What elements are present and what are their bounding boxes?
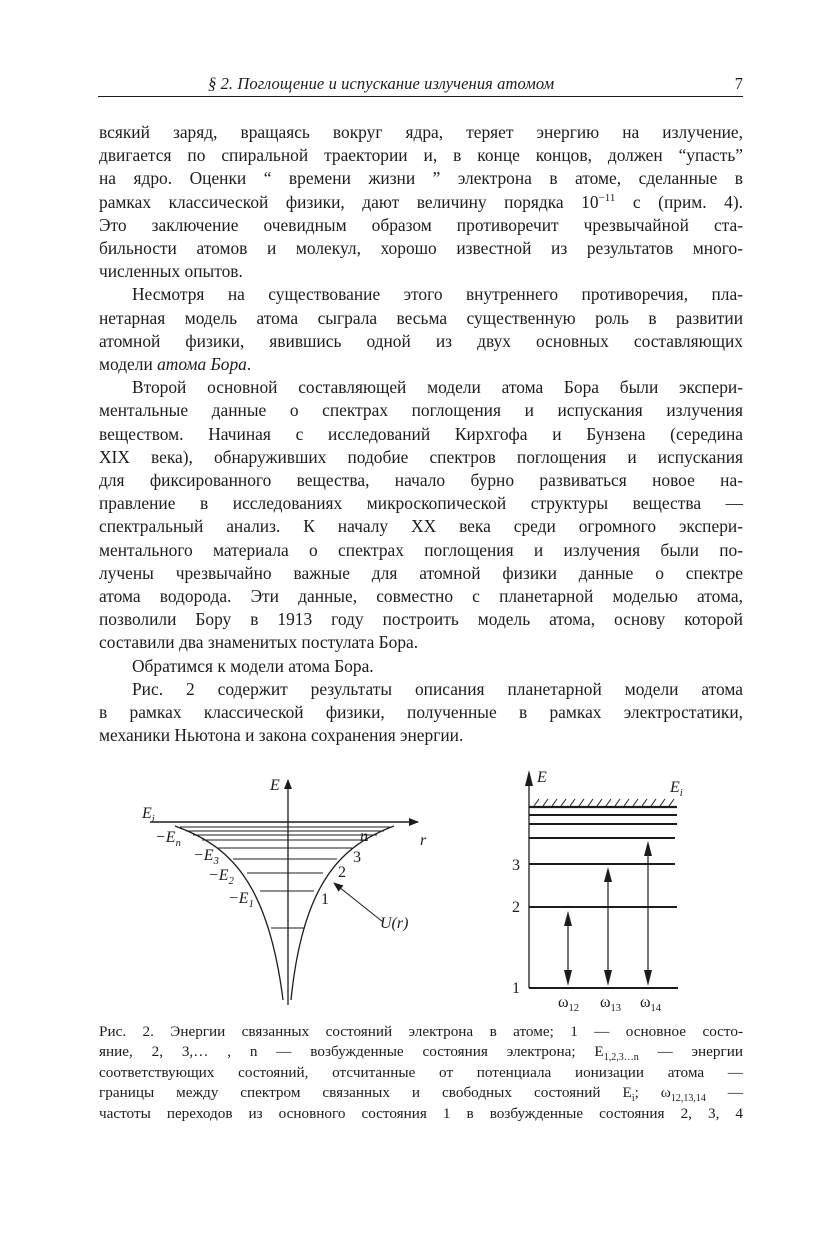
text-line: позволили Бору в 1913 году построить модель атома, основу которой: [99, 609, 743, 630]
page-header: [98, 74, 743, 98]
text-line: Рис. 2 содержит результаты описания планетарной модели атома: [132, 678, 743, 699]
text-line: Обратимся к модели атома Бора.: [132, 655, 374, 676]
text-line: на ядро. Оценки “ времени жизни ” электрона в атоме, сделанные в: [99, 168, 743, 189]
level-label-n: $-E_n$: [155, 829, 181, 849]
running-head: § 2. Поглощение и испускание излучения атомом: [208, 74, 555, 93]
transition-label-13: $\omega_{13}$: [600, 994, 622, 1014]
text-line: ментальные данные о спектрах поглощения и испускания излучения: [99, 400, 743, 421]
caption-line: [99, 1042, 743, 1062]
text-fragment: рамках классической физики, дают величину порядка 10: [99, 191, 599, 212]
curve-level-2: 2: [338, 864, 346, 881]
hatch-mark: [570, 799, 575, 806]
hatch-mark: [552, 799, 557, 806]
text-line: веществом. Начиная с исследований Кирхгофа и Бунзена (середина: [99, 423, 743, 444]
level-number-3: 3: [512, 857, 520, 874]
hatch-mark: [669, 799, 674, 806]
potential-label: U(r): [380, 915, 409, 932]
text-line: лучены чрезвычайно важные для атомной физики данные о спектре: [99, 562, 743, 583]
text-line: нетарная модель атома сыграла весьма существенную роль в развитии: [99, 307, 743, 328]
figure-caption: [99, 1022, 743, 1124]
level-label-3: $-E_3$: [193, 847, 219, 867]
hatch-mark: [561, 799, 566, 806]
level-label-2: $-E_2$: [208, 867, 234, 887]
text-line: Это заключение очевидным образом противоречит чрезвычайной ста-: [99, 214, 743, 235]
text-line: всякий заряд, вращаясь вокруг ядра, теряет энергию на излучение,: [99, 122, 743, 142]
text-line: [99, 191, 743, 214]
hatch-mark: [633, 799, 638, 806]
energy-axis-label-right: E: [537, 769, 547, 786]
text-line: спектральный анализ. К началу XX века среди огромного экспери-: [99, 516, 743, 537]
text-line: атома водорода. Эти данные, совместно с планетарной моделью атома,: [99, 586, 743, 607]
energy-axis-arrow: [525, 770, 533, 786]
header-rule: [98, 96, 743, 97]
exponent: −11: [598, 191, 616, 204]
caption-line: частоты переходов из основного состояния 1 в возбужденные состояния 2, 3, 4: [99, 1104, 743, 1122]
ionization-label-right: $E_i$: [670, 779, 683, 799]
level-number-1: 1: [512, 980, 520, 997]
text-line: ментального материала о спектрах поглощения и излучения были по-: [99, 539, 743, 560]
text-line: Несмотря на существование этого внутреннего противоречия, пла-: [132, 284, 743, 305]
paragraph-5: [99, 678, 743, 748]
hatch-mark: [534, 799, 539, 806]
transition-label-12: $\omega_{12}$: [558, 994, 580, 1014]
text-fragment: с (прим. 4).: [615, 191, 743, 212]
curve-level-3: 3: [353, 849, 361, 866]
curve-level-n: n: [360, 828, 368, 845]
curve-level-1: 1: [321, 891, 329, 908]
transition-arrow-14: [644, 841, 652, 986]
text-line: механики Ньютона и закона сохранения энергии.: [99, 725, 464, 746]
caption-line: соответствующих состояний, отсчитанные от потенциала ионизации атома —: [99, 1063, 743, 1081]
hatch-mark: [660, 799, 665, 806]
hatch-mark: [606, 799, 611, 806]
text-line: XIX века), обнаруживших подобие спектров поглощения и испускания: [99, 446, 743, 467]
paragraph-4: [99, 655, 743, 678]
text-line: Второй основной составляющей модели атома Бора были экспери-: [132, 377, 743, 398]
caption-fragment: яние, 2, 3,… , n — возбужденные состояния электрона; E: [99, 1043, 604, 1061]
text-line: атомной физики, явившись одной из двух основных составляющих: [99, 330, 743, 351]
paragraph-2: [99, 283, 743, 376]
paragraph-3: [99, 376, 743, 654]
r-axis-label: r: [420, 832, 427, 849]
hatch-mark: [597, 799, 602, 806]
figure-2: [98, 760, 743, 1015]
text-line: составили два знаменитых постулата Бора.: [99, 632, 419, 653]
hatch-mark: [624, 799, 629, 806]
caption-line: [99, 1083, 743, 1103]
text-line: в рамках классической физики, полученные в рамках электростатики,: [99, 702, 743, 723]
hatch-mark: [543, 799, 548, 806]
text-line: правление в исследованиях микроскопической структуры вещества —: [99, 493, 743, 514]
text-fragment: модели: [99, 354, 158, 375]
subscript: 12,13,14: [670, 1093, 706, 1105]
transition-label-14: $\omega_{14}$: [640, 994, 662, 1014]
caption-fragment: — энергии: [638, 1043, 743, 1061]
hatch-mark: [651, 799, 656, 806]
paragraph-1: [99, 121, 743, 283]
energy-level-scheme: [98, 760, 743, 1015]
text-line: численных опытов.: [99, 261, 243, 282]
page-number: 7: [734, 74, 743, 93]
continuum-hatching: [534, 799, 674, 806]
text-fragment: .: [246, 354, 252, 375]
hatch-mark: [579, 799, 584, 806]
text-line: для фиксированного вещества, начало бурно развиваться новое на-: [99, 470, 743, 491]
text-line: [99, 353, 743, 376]
hatch-mark: [642, 799, 647, 806]
level-label-1: $-E_1$: [228, 890, 254, 910]
level-number-2: 2: [512, 899, 520, 916]
body-text: [99, 121, 743, 747]
ionization-label: $E_i$: [142, 805, 155, 825]
caption-fragment: ; ω: [634, 1084, 671, 1102]
subscript: i: [631, 1093, 635, 1105]
text-line: бильности атомов и молекул, хорошо известной из результатов много-: [99, 238, 743, 259]
caption-fragment: —: [705, 1084, 743, 1102]
transition-arrow-12: [564, 911, 572, 986]
hatch-mark: [615, 799, 620, 806]
transition-arrow-13: [604, 867, 612, 986]
energy-axis-label: E: [270, 777, 280, 794]
text-line: двигается по спиральной траектории и, в конце концов, должен “упасть”: [99, 145, 743, 166]
caption-fragment: границы между спектром связанных и свободных состояний E: [99, 1084, 632, 1102]
emphasis: атома Бора: [157, 354, 247, 375]
caption-line: Рис. 2. Энергии связанных состояний электрона в атоме; 1 — основное состо-: [99, 1023, 743, 1040]
hatch-mark: [588, 799, 593, 806]
subscript: 1,2,3…n: [603, 1052, 639, 1064]
